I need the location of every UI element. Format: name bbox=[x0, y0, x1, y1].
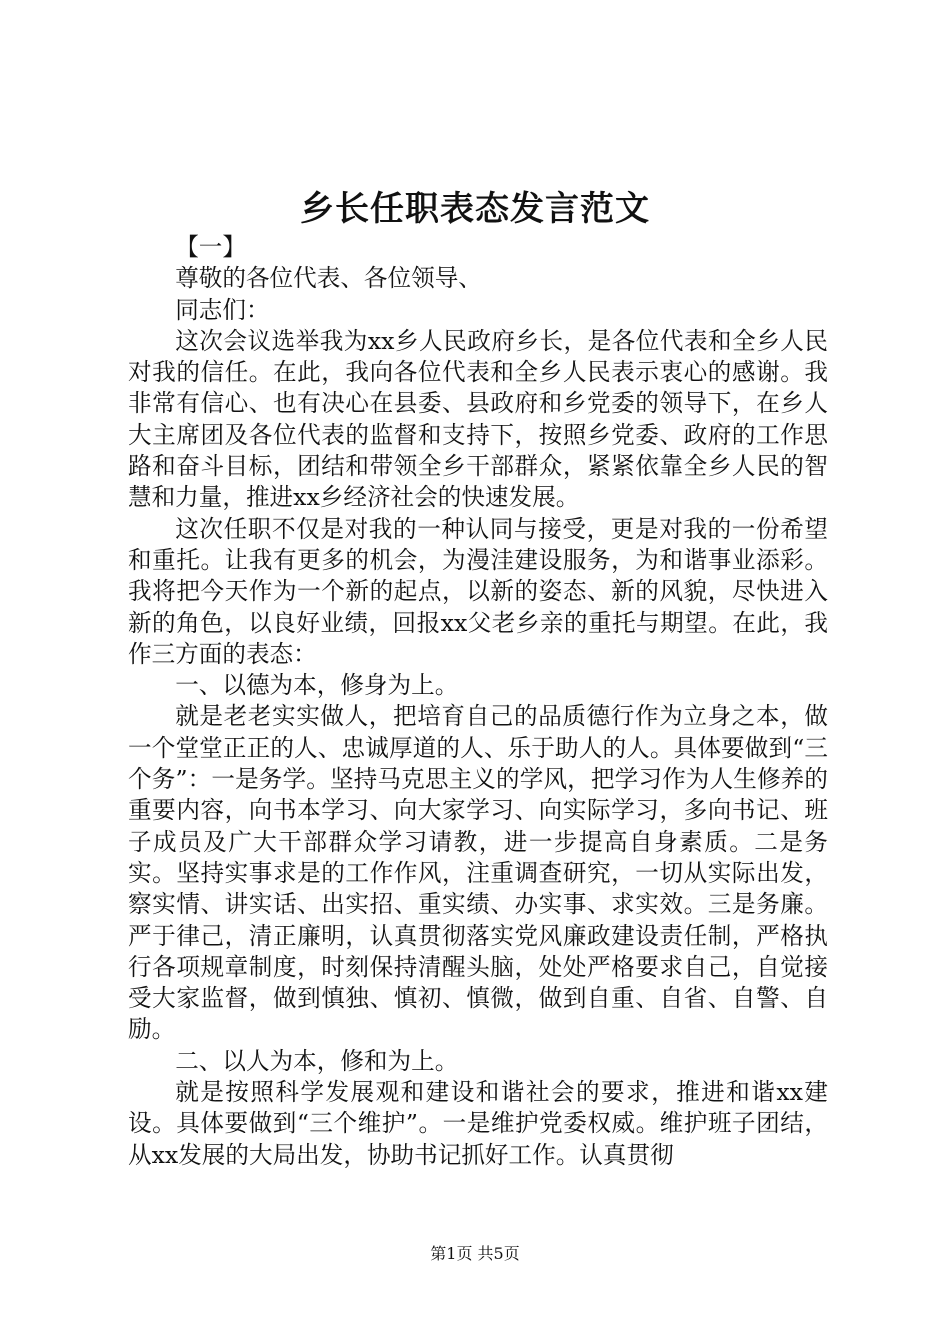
body-paragraph: 这次任职不仅是对我的一种认同与接受，更是对我的一份希望和重托。让我有更多的机会，为漫洼建设服务，为和谐事业添彩。我将把今天作为一个新的起点，以新的姿态、新的风貌，尽快进入新的角色，以良好业绩，回报xx父老乡亲的重托与期望。在此，我作三方面的表态： bbox=[128, 514, 828, 668]
salutation-line: 同志们： bbox=[175, 295, 270, 324]
subsection-heading: 二、以人为本，修和为上。 bbox=[175, 1046, 459, 1075]
subsection-heading: 一、以德为本，修身为上。 bbox=[175, 671, 459, 700]
document-title: 乡长任职表态发言范文 bbox=[300, 189, 650, 229]
section-heading: 【一】 bbox=[175, 233, 246, 261]
salutation-line: 尊敬的各位代表、各位领导、 bbox=[175, 264, 482, 293]
body-paragraph: 这次会议选举我为xx乡人民政府乡长，是各位代表和全乡人民对我的信任。在此，我向各位代表和全乡人民表示衷心的感谢。我非常有信心、也有决心在县委、县政府和乡党委的领导下，在乡人大主席团及各位代表的监督和支持下，按照乡党委、政府的工作思路和奋斗目标，团结和带领全乡干部群众，紧紧依靠全乡人民的智慧和力量，推进xx乡经济社会的快速发展。 bbox=[128, 326, 828, 512]
page-footer: 第1页 共5页 bbox=[430, 1244, 520, 1263]
document-body bbox=[128, 232, 828, 1171]
body-paragraph: 就是按照科学发展观和建设和谐社会的要求，推进和谐xx建设。具体要做到“三个维护”。一是维护党委权威。维护班子团结，从xx发展的大局出发，协助书记抓好工作。认真贯彻 bbox=[128, 1078, 828, 1169]
body-paragraph: 就是老老实实做人，把培育自己的品质德行作为立身之本，做一个堂堂正正的人、忠诚厚道的人、乐于助人的人。具体要做到“三个务”：一是务学。坚持马克思主义的学风，把学习作为人生修养的重要内容，向书本学习、向大家学习、向实际学习，多向书记、班子成员及广大干部群众学习请教，进一步提高自身素质。二是务实。坚持实事求是的工作作风，注重调查研究，一切从实际出发，察实情、讲实话、出实招、重实绩、办实事、求实效。三是务廉。严于律己，清正廉明，认真贯彻落实党风廉政建设责任制，严格执行各项规章制度，时刻保持清醒头脑，处处严格要求自己，自觉接受大家监督，做到慎独、慎初、慎微，做到自重、自省、自警、自励。 bbox=[128, 702, 828, 1044]
